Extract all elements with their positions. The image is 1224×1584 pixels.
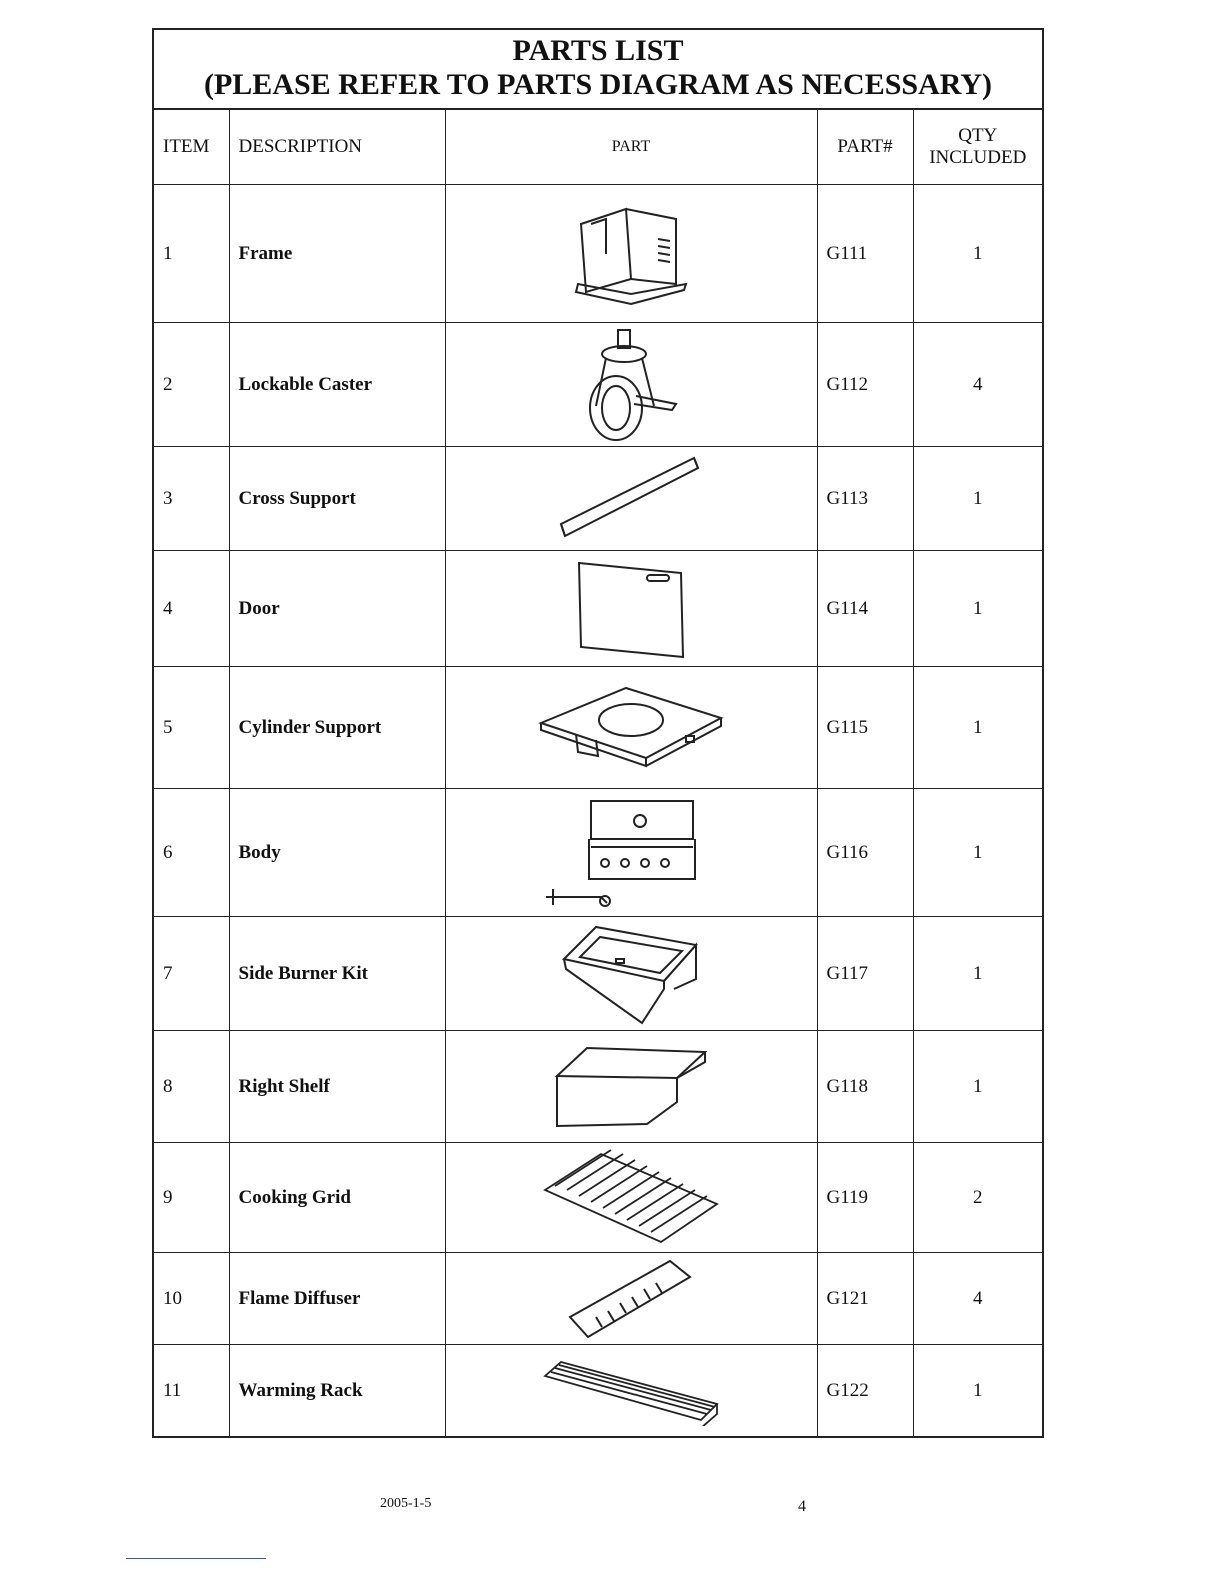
row-item: 5 <box>154 667 229 789</box>
row-part <box>445 551 817 667</box>
cooking-grid-icon <box>541 1148 721 1248</box>
table-row <box>154 1143 1042 1253</box>
footer-date: 2005-1-5 <box>380 1496 432 1511</box>
row-item: 4 <box>154 551 229 667</box>
row-part-number: G114 <box>817 551 913 667</box>
row-part-number: G116 <box>817 789 913 917</box>
row-part <box>445 667 817 789</box>
row-part-number: G122 <box>817 1345 913 1437</box>
page-number: 4 <box>798 1498 806 1515</box>
row-item: 3 <box>154 447 229 551</box>
row-part <box>445 1253 817 1345</box>
row-item: 8 <box>154 1031 229 1143</box>
row-qty: 1 <box>913 447 1042 551</box>
row-qty: 2 <box>913 1143 1042 1253</box>
row-part-number: G113 <box>817 447 913 551</box>
row-part <box>445 1345 817 1437</box>
side-burner-icon <box>556 919 706 1029</box>
warming-rack-icon <box>541 1356 721 1426</box>
table-row <box>154 323 1042 447</box>
title-line-1: PARTS LIST <box>512 34 684 67</box>
header-qty-line2: INCLUDED <box>929 147 1027 168</box>
header-description: DESCRIPTION <box>229 110 445 185</box>
table-header-row <box>154 110 1042 185</box>
row-item: 6 <box>154 789 229 917</box>
row-item: 9 <box>154 1143 229 1253</box>
row-description: Side Burner Kit <box>229 917 445 1031</box>
row-part-number: G115 <box>817 667 913 789</box>
row-description: Door <box>229 551 445 667</box>
row-item: 10 <box>154 1253 229 1345</box>
row-qty: 1 <box>913 1031 1042 1143</box>
row-part <box>445 1031 817 1143</box>
row-description: Lockable Caster <box>229 323 445 447</box>
row-description: Flame Diffuser <box>229 1253 445 1345</box>
row-part <box>445 323 817 447</box>
row-part <box>445 185 817 323</box>
row-description: Body <box>229 789 445 917</box>
row-part-number: G117 <box>817 917 913 1031</box>
row-qty: 1 <box>913 789 1042 917</box>
row-description: Cooking Grid <box>229 1143 445 1253</box>
row-part-number: G118 <box>817 1031 913 1143</box>
caster-icon <box>576 326 686 444</box>
row-description: Warming Rack <box>229 1345 445 1437</box>
table-row <box>154 1345 1042 1437</box>
shelf-icon <box>551 1042 711 1132</box>
row-description: Cross Support <box>229 447 445 551</box>
row-part-number: G121 <box>817 1253 913 1345</box>
row-part <box>445 917 817 1031</box>
row-description: Cylinder Support <box>229 667 445 789</box>
row-part-number: G111 <box>817 185 913 323</box>
cross-support-icon <box>556 454 706 544</box>
parts-list-title <box>154 30 1042 110</box>
row-qty: 1 <box>913 917 1042 1031</box>
table-row <box>154 667 1042 789</box>
row-description: Right Shelf <box>229 1031 445 1143</box>
row-item: 7 <box>154 917 229 1031</box>
row-qty: 1 <box>913 551 1042 667</box>
grill-body-icon <box>541 793 721 913</box>
row-description: Frame <box>229 185 445 323</box>
table-row <box>154 1253 1042 1345</box>
row-part-number: G112 <box>817 323 913 447</box>
parts-table <box>154 110 1042 1437</box>
header-part: PART <box>445 110 817 185</box>
row-item: 2 <box>154 323 229 447</box>
header-item: ITEM <box>154 110 229 185</box>
row-qty: 4 <box>913 1253 1042 1345</box>
flame-diffuser-icon <box>566 1257 696 1341</box>
row-part-number: G119 <box>817 1143 913 1253</box>
title-line-2: (PLEASE REFER TO PARTS DIAGRAM AS NECESSARY) <box>203 68 993 101</box>
row-qty: 1 <box>913 185 1042 323</box>
row-part <box>445 1143 817 1253</box>
door-icon <box>571 559 691 659</box>
table-row <box>154 789 1042 917</box>
table-row <box>154 185 1042 323</box>
table-row <box>154 1031 1042 1143</box>
frame-icon <box>566 194 696 314</box>
row-item: 11 <box>154 1345 229 1437</box>
parts-list-sheet <box>152 28 1044 1438</box>
row-qty: 1 <box>913 1345 1042 1437</box>
row-part <box>445 789 817 917</box>
row-part <box>445 447 817 551</box>
table-row <box>154 447 1042 551</box>
row-item: 1 <box>154 185 229 323</box>
row-qty: 4 <box>913 323 1042 447</box>
footer-divider <box>126 1558 266 1559</box>
table-row <box>154 917 1042 1031</box>
header-qty-line1: QTY <box>958 125 998 146</box>
header-part-number: PART# <box>817 110 913 185</box>
table-row <box>154 551 1042 667</box>
header-qty <box>913 110 1042 185</box>
row-qty: 1 <box>913 667 1042 789</box>
cylinder-support-icon <box>536 678 726 778</box>
